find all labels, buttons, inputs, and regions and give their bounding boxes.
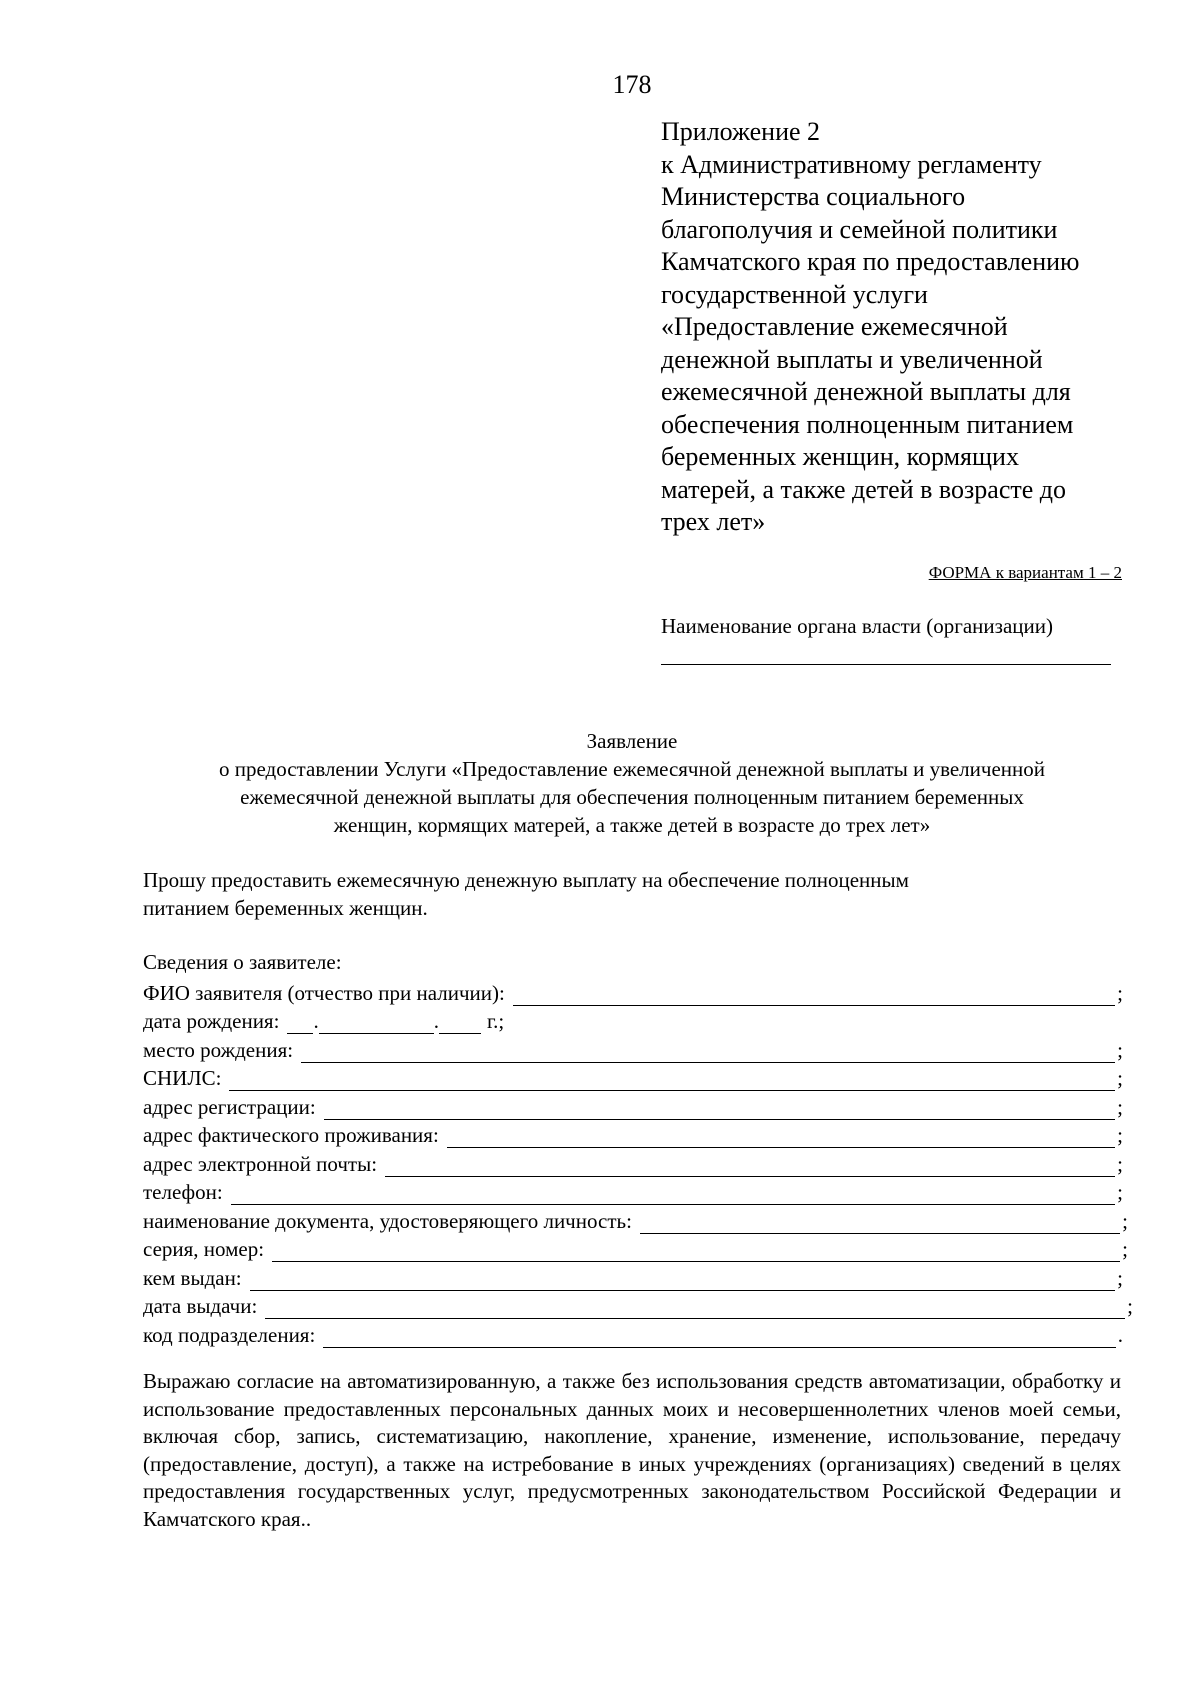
appendix-line: государственной услуги — [661, 279, 928, 309]
issue-date-row — [143, 1291, 1133, 1320]
series-number-label: серия, номер: — [143, 1237, 265, 1261]
appendix-line: благополучия и семейной политики — [661, 214, 1058, 244]
field-end: ; — [1122, 1237, 1128, 1261]
birth-year-field[interactable] — [439, 1012, 481, 1034]
registration-address-label: адрес регистрации: — [143, 1094, 316, 1119]
fio-field[interactable] — [513, 984, 1115, 1006]
birth-place-row — [143, 1034, 1123, 1063]
title-line: женщин, кормящих матерей, а также детей в возрасте до трех лет» — [333, 813, 931, 837]
appendix-line: Приложение 2 — [661, 117, 821, 146]
division-code-label: код подразделения: — [143, 1322, 316, 1347]
appendix-line: обеспечения полноценным питанием — [661, 409, 1074, 439]
field-end: ; — [1117, 1180, 1123, 1204]
field-end: ; — [1117, 1037, 1123, 1062]
appendix-line: беременных женщин, кормящих — [661, 442, 1019, 471]
field-end: ; — [1117, 980, 1123, 1005]
issue-date-field[interactable] — [265, 1297, 1125, 1319]
birth-place-label: место рождения: — [143, 1037, 294, 1062]
appendix-line: денежной выплаты и увеличенной — [661, 344, 1043, 374]
birth-month-field[interactable] — [319, 1012, 434, 1034]
appendix-line: трех лет» — [661, 507, 766, 536]
actual-address-row — [143, 1120, 1123, 1149]
appendix-header — [661, 116, 1141, 539]
field-end: ; — [1127, 1294, 1133, 1318]
phone-label: телефон: — [143, 1180, 223, 1204]
title-line: о предоставлении Услуги «Предоставление ежемесячной денежной выплаты и увеличенной — [219, 757, 1045, 781]
birth-date-suffix: г.; — [486, 1009, 505, 1033]
series-number-field[interactable] — [272, 1240, 1120, 1262]
actual-address-field[interactable] — [447, 1126, 1115, 1148]
request-line: Прошу предоставить ежемесячную денежную выплату на обеспечение полноценным — [143, 868, 909, 892]
birth-date-row — [143, 1006, 1143, 1035]
birth-date-separator: . — [433, 1009, 439, 1033]
authority-label: Наименование органа власти (организации) — [661, 614, 1053, 638]
appendix-line: Камчатского края по предоставлению — [661, 247, 1080, 276]
title-line: ежемесячной денежной выплаты для обеспечения полноценным питанием беременных — [240, 785, 1024, 809]
field-end: ; — [1122, 1208, 1128, 1233]
division-code-row — [143, 1319, 1123, 1348]
id-document-field[interactable] — [640, 1212, 1120, 1234]
fio-label: ФИО заявителя (отчество при наличии): — [143, 980, 505, 1005]
field-end: ; — [1117, 1066, 1123, 1090]
fio-row — [143, 977, 1123, 1006]
issued-by-row — [143, 1262, 1123, 1291]
request-paragraph — [143, 866, 1123, 922]
actual-address-label: адрес фактического проживания: — [143, 1123, 439, 1147]
email-row — [143, 1148, 1123, 1177]
snils-row — [143, 1063, 1123, 1092]
authority-blank-line[interactable] — [661, 664, 1111, 665]
phone-row — [143, 1177, 1123, 1206]
appendix-line: Министерства социального — [661, 182, 966, 211]
application-title — [0, 727, 1200, 839]
id-document-label: наименование документа, удостоверяющего личность: — [143, 1208, 632, 1233]
registration-address-field[interactable] — [324, 1098, 1115, 1120]
snils-label: СНИЛС: — [143, 1066, 222, 1090]
birth-date-label: дата рождения: — [143, 1009, 280, 1033]
consent-paragraph: Выражаю согласие на автоматизированную, а также без использования средств автоматизации, обработку и использование предоставленных персональных данных моих и несовершеннолетних членов моей семьи, включая сбор, запись, систематизацию, накопление, хранение, изменение, использование, передачу (предоставление, доступ), а также на истребование в иных учреждениях (организациях) сведений в целях предоставления государственных услуг, предусмотренных законодательством Российской Федерации и Камчатского края.. — [143, 1369, 1121, 1531]
appendix-line: к Административному регламенту — [661, 149, 1042, 179]
series-number-row — [143, 1234, 1128, 1263]
applicant-heading: Сведения о заявителе: — [143, 950, 342, 974]
email-label: адрес электронной почты: — [143, 1151, 378, 1176]
issue-date-label: дата выдачи: — [143, 1294, 258, 1318]
appendix-line: «Предоставление ежемесячной — [661, 312, 1008, 341]
issued-by-label: кем выдан: — [143, 1265, 242, 1290]
title-heading: Заявление — [586, 729, 678, 753]
field-end: ; — [1117, 1151, 1123, 1176]
registration-address-row — [143, 1091, 1123, 1120]
snils-field[interactable] — [229, 1069, 1115, 1091]
birth-place-field[interactable] — [301, 1041, 1115, 1063]
division-code-field[interactable] — [323, 1326, 1115, 1348]
field-end: ; — [1117, 1265, 1123, 1290]
form-variant-label: ФОРМА к вариантам 1 – 2 — [928, 563, 1122, 582]
birth-day-field[interactable] — [287, 1012, 313, 1034]
request-line: питанием беременных женщин. — [143, 896, 428, 920]
field-end: ; — [1117, 1123, 1123, 1147]
issued-by-field[interactable] — [250, 1269, 1116, 1291]
appendix-line: ежемесячной денежной выплаты для — [661, 377, 1071, 406]
birth-date-separator: . — [313, 1009, 319, 1033]
page-number: 178 — [612, 70, 652, 99]
field-end: ; — [1117, 1094, 1123, 1119]
field-end: . — [1117, 1322, 1123, 1347]
applicant-fields — [143, 977, 1143, 1348]
id-document-row — [143, 1205, 1128, 1234]
email-field[interactable] — [385, 1155, 1115, 1177]
phone-field[interactable] — [231, 1183, 1115, 1205]
appendix-line: матерей, а также детей в возрасте до — [661, 474, 1066, 504]
